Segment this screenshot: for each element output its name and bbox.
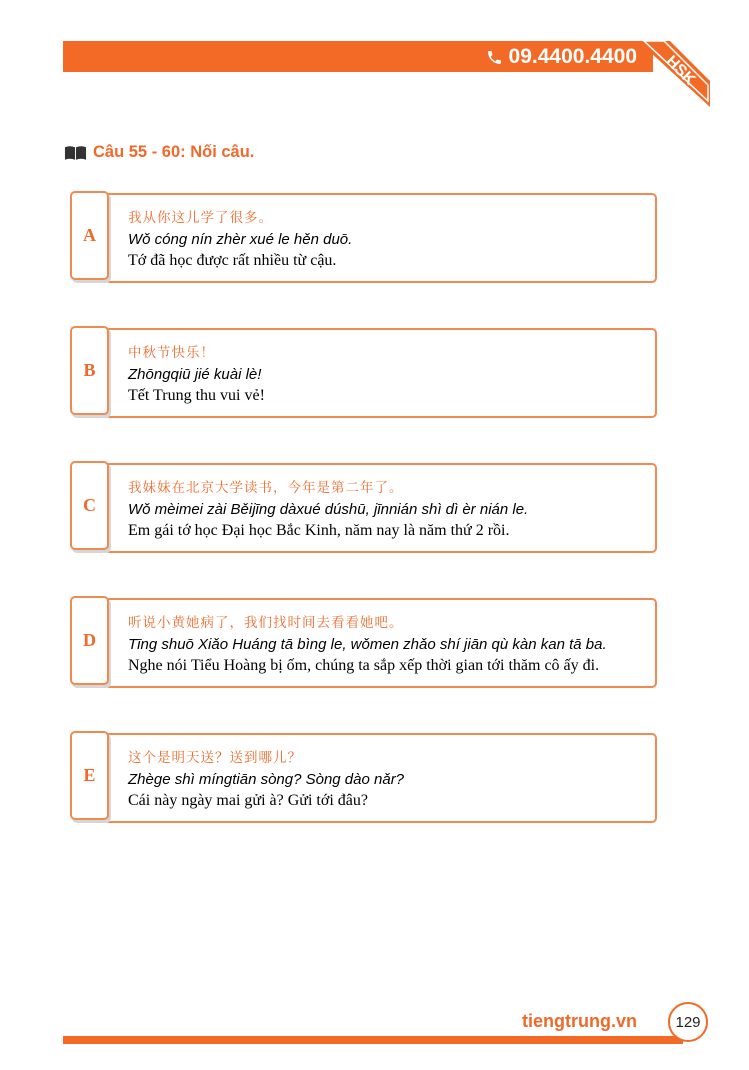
section-title-text: Câu 55 - 60: Nối câu. (93, 143, 255, 161)
phone-number: 09.4400.4400 (508, 45, 637, 68)
item-letter-c: C (70, 461, 109, 550)
item-card-d (104, 598, 657, 688)
item-letter-d: D (70, 596, 109, 685)
pinyin-text: Zhège shì míngtiān sòng? Sòng dào nǎr? (128, 771, 405, 788)
vietnamese-text: Tớ đã học được rất nhiều từ cậu. (128, 252, 337, 269)
phone-icon (486, 49, 503, 66)
page-number: 129 (668, 1002, 708, 1042)
hsk-badge (638, 41, 710, 107)
item-letter-a: A (70, 191, 109, 280)
vietnamese-text: Tết Trung thu vui vẻ! (128, 387, 265, 404)
section-title (64, 143, 254, 162)
item-letter-b: B (70, 326, 109, 415)
phone-contact (486, 43, 637, 71)
item-card-a (104, 193, 657, 283)
chinese-text: 听说小黄她病了，我们找时间去看看她吧。 (128, 615, 404, 631)
book-icon (64, 145, 87, 161)
item-card-e (104, 733, 657, 823)
vietnamese-text: Cái này ngày mai gửi à? Gửi tới đâu? (128, 792, 368, 809)
pinyin-text: Wǒ cóng nín zhèr xué le hěn duō. (128, 231, 353, 248)
badge-dot (696, 42, 706, 52)
pinyin-text: Wǒ mèimei zài Běijīng dàxué dúshū, jīnnián shì dì èr nián le. (128, 501, 529, 518)
pinyin-text: Tīng shuō Xiǎo Huáng tā bìng le, wǒmen zhǎo shí jiān qù kàn kan tā ba. (128, 636, 607, 653)
site-name: tiengtrung.vn (522, 1011, 637, 1031)
item-card-b (104, 328, 657, 418)
hsk-badge-text: HSK (662, 52, 699, 89)
chinese-text: 这个是明天送？送到哪儿？ (128, 750, 302, 766)
footer-bar (63, 1036, 683, 1044)
item-card-c (104, 463, 657, 553)
chinese-text: 我妹妹在北京大学读书，今年是第二年了。 (128, 480, 404, 496)
vietnamese-text: Em gái tớ học Đại học Bắc Kinh, năm nay là năm thứ 2 rồi. (128, 522, 510, 539)
chinese-text: 中秋节快乐！ (128, 345, 215, 361)
pinyin-text: Zhōngqiū jié kuài lè! (128, 366, 262, 383)
vietnamese-text: Nghe nói Tiểu Hoàng bị ốm, chúng ta sắp xếp thời gian tới thăm cô ấy đi. (128, 657, 600, 674)
chinese-text: 我从你这儿学了很多。 (128, 210, 273, 226)
item-letter-e: E (70, 731, 109, 820)
